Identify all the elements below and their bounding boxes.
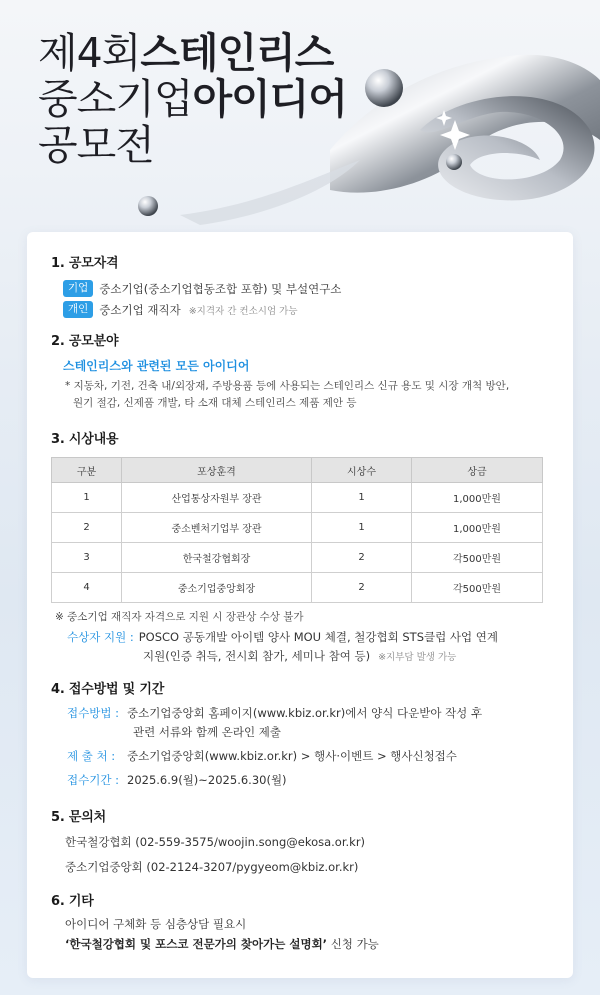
section-title: 2. 공모분야 [51,334,119,349]
eligibility-note: ※지격자 간 컨소시엄 가능 [188,305,298,317]
period-text: 2025.6.9(월)~2025.6.30(월) [127,773,287,787]
table-header: 포상훈격 [122,458,312,483]
submission-method [51,705,551,721]
table-cell: 각500만원 [412,543,543,573]
table-cell: 1,000만원 [412,483,543,513]
tag-company: 기업 [63,280,93,297]
table-row [52,483,543,513]
winner-support [51,629,551,645]
eligibility-text: 중소기업 재직자 [99,302,181,317]
table-header: 상금 [412,458,543,483]
hero-banner [0,0,600,240]
table-cell: 각500만원 [412,573,543,603]
table-cell: 2 [312,573,412,603]
winner-support-note: ※지부담 발생 가능 [378,652,457,663]
winner-support-cont [51,648,551,664]
field-desc-line2: 원기 절감, 신제품 개발, 타 소재 대체 스테인리스 제품 제안 등 [73,397,357,409]
section-contact [51,806,551,875]
eligibility-item-individual [51,301,551,318]
table-cell: 2 [312,543,412,573]
winner-support-line1: POSCO 공동개발 아이템 양사 MOU 체결, 철강협회 STS클럽 사업 연계 [138,630,498,644]
section-title: 1. 공모자격 [51,256,119,271]
winner-support-label: 수상자 지원 : [67,630,134,644]
table-header: 구분 [52,458,122,483]
section-field [51,330,551,412]
table-cell: 2 [52,513,122,543]
eligibility-text: 중소기업(중소기업협동조합 포함) 및 부설연구소 [99,281,342,296]
title-line1-bold: 스테인리스 [140,29,334,77]
steel-ball-small [138,196,158,216]
table-cell: 중소기업중앙회장 [122,573,312,603]
place-text: 중소기업중앙회(www.kbiz.or.kr) > 행사·이벤트 > 행사신청접수 [127,749,457,763]
tag-individual: 개인 [63,301,93,318]
etc-line1: 아이디어 구체화 등 심층상담 필요시 [65,917,247,931]
place-label: 제 출 처 : [67,749,116,763]
awards-footnote: ※ 중소기업 재직자 자격으로 지원 시 장관상 수상 불가 [55,611,304,623]
section-eligibility [51,252,551,318]
etc-line2 [51,936,551,952]
table-cell: 1,000만원 [412,513,543,543]
section-submission [51,678,551,788]
table-row [52,573,543,603]
awards-table [51,457,543,603]
etc-briefing-title: ‘한국철강협회 및 포스코 전문가의 찾아가는 설명회’ [65,937,328,951]
table-header-row [52,458,543,483]
contact-line: 한국철강협회 (02-559-3575/woojin.song@ekosa.or.kr) [65,835,366,849]
table-cell: 중소벤처기업부 장관 [122,513,312,543]
field-desc-line1: * 지동차, 기전, 건축 내/외장재, 주방용품 등에 사용되는 스테인리스 신규 용도 및 시장 개척 방안, [65,380,510,392]
steel-ball-large [365,69,403,107]
eligibility-item-company [51,280,551,297]
winner-support-line2: 지원(인증 취득, 전시회 참가, 세미나 참여 등) [143,649,371,663]
section-title: 4. 접수방법 및 기간 [51,682,165,697]
section-etc [51,890,551,952]
method-text: 중소기업중앙회 홈페이지(www.kbiz.or.kr)에서 양식 다운받아 작성 후 [127,706,483,720]
table-cell: 한국철강협회장 [122,543,312,573]
submission-method-cont [51,724,551,740]
page-title [38,30,347,168]
submission-place [51,748,551,764]
table-row [52,513,543,543]
table-row [52,543,543,573]
submission-period [51,772,551,788]
section-title: 3. 시상내용 [51,432,119,447]
title-line2-light: 중소기업 [38,75,193,123]
etc-briefing-rest: 신청 가능 [327,937,379,951]
table-cell: 산업통상자원부 장관 [122,483,312,513]
section-title: 6. 기타 [51,894,94,909]
steel-ball-tiny [446,154,462,170]
table-cell: 1 [52,483,122,513]
title-line3-light: 공모전 [38,121,154,169]
table-header: 시상수 [312,458,412,483]
info-card [27,232,573,978]
section-awards [51,428,551,664]
contact-line: 중소기업중앙회 (02-2124-3207/pygyeom@kbiz.or.kr) [65,860,359,874]
period-label: 접수기간 : [67,773,119,787]
table-cell: 1 [312,513,412,543]
method-text-cont: 관련 서류와 함께 온라인 제출 [133,725,281,739]
title-line2-bold: 아이디어 [192,75,347,123]
table-cell: 4 [52,573,122,603]
table-cell: 3 [52,543,122,573]
section-title: 5. 문의처 [51,810,106,825]
title-line1-light: 제4회 [38,29,141,77]
method-label: 접수방법 : [67,706,119,720]
table-cell: 1 [312,483,412,513]
field-highlight: 스테인리스와 관련된 모든 아이디어 [63,359,250,373]
